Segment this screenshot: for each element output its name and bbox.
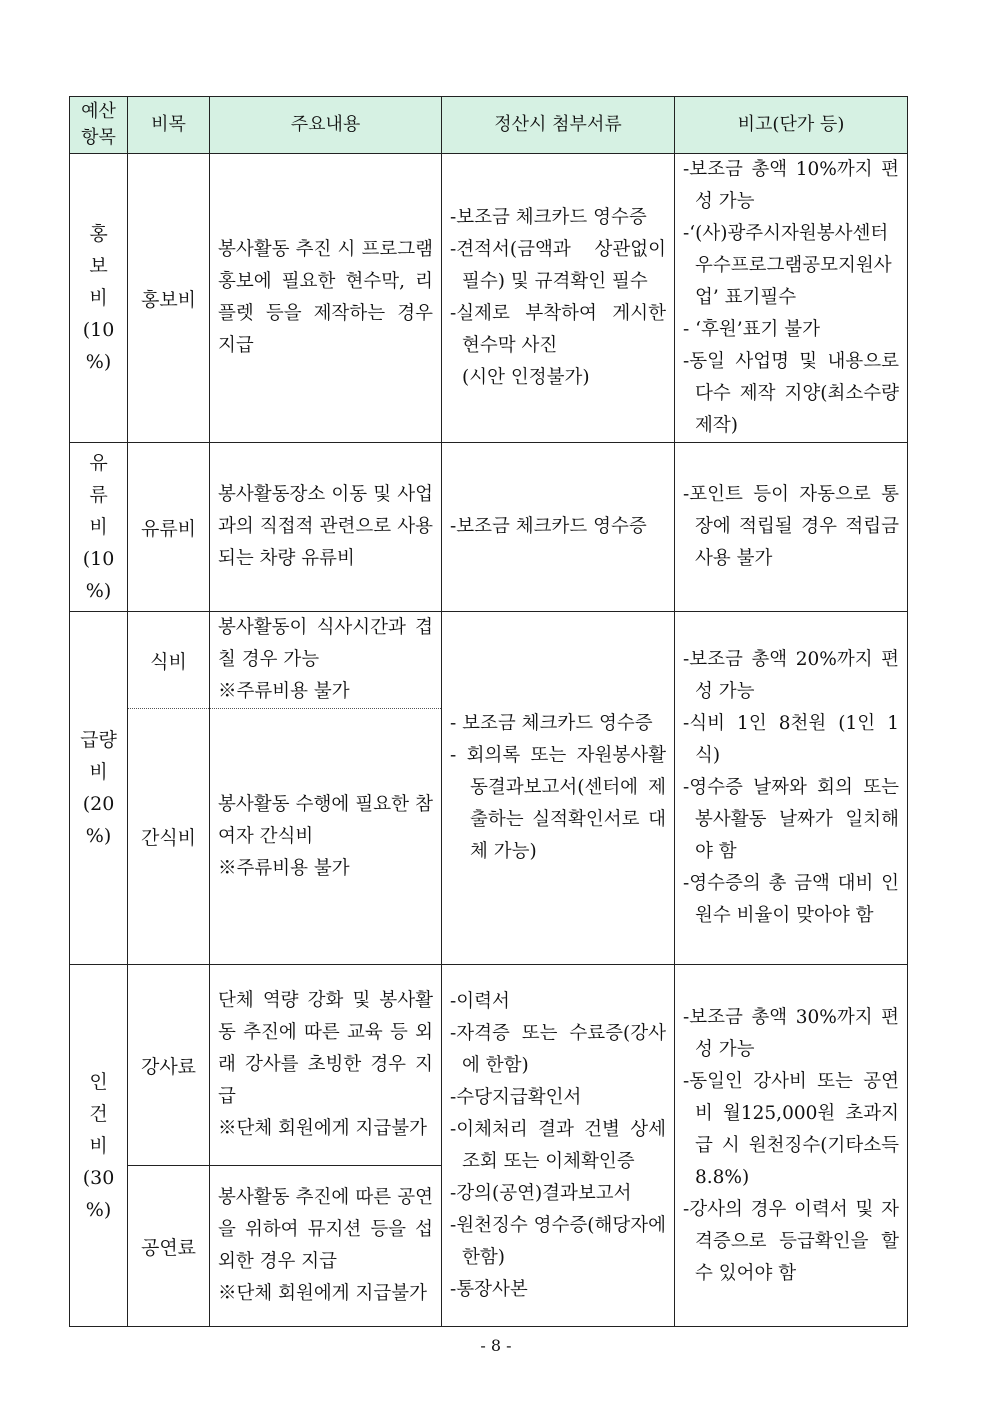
- note-item: -보조금 총액 30%까지 편성 가능: [683, 1006, 899, 1060]
- note-item: -영수증 날짜와 회의 또는 봉사활동 날짜가 일치해야 함: [683, 777, 899, 862]
- category-labor: [70, 965, 128, 1327]
- category-char: (30: [82, 1166, 115, 1189]
- row-labor-1: [70, 965, 908, 1166]
- header-item: 비목: [128, 97, 210, 154]
- content-text: 봉사활동이 식사시간과 겹칠 경우 가능: [218, 617, 433, 670]
- header-docs: 정산시 첨부서류: [442, 97, 675, 154]
- doc-item: -보조금 체크카드 영수증: [450, 516, 647, 537]
- content-fuel: 봉사활동장소 이동 및 사업과의 직접적 관련으로 사용되는 차량 유류비: [210, 443, 442, 612]
- doc-item: -강의(공연)결과보고서: [450, 1182, 632, 1204]
- note-item: -동일인 강사비 또는 공연비 월125,000원 초과지급 시 원천징수(기타소득 8.8%): [683, 1070, 899, 1188]
- notes-meal: [675, 612, 908, 965]
- category-char: (20: [82, 793, 115, 815]
- category-char: (10: [82, 319, 115, 341]
- category-char: %): [85, 580, 112, 602]
- category-char: %): [85, 351, 112, 373]
- note-item: -강사의 경우 이력서 및 자격증으로 등급확인을 할 수 있어야 함: [683, 1198, 899, 1284]
- notes-labor: [675, 965, 908, 1327]
- content-meal-snack: [210, 709, 442, 965]
- notes-fuel: [675, 443, 908, 612]
- item-meal-food: 식비: [128, 612, 210, 709]
- row-meal-1: [70, 612, 908, 709]
- content-note: ※주류비용 불가: [218, 857, 350, 879]
- docs-labor: [442, 965, 675, 1327]
- header-category: 예산 항목: [70, 97, 128, 154]
- doc-item: -이체처리 결과 건별 상세조회 또는 이체확인증: [450, 1118, 666, 1172]
- header-notes: 비고(단가 등): [675, 97, 908, 154]
- doc-item: -실제로 부착하여 게시한 현수막 사진: [450, 303, 666, 356]
- category-char: 인: [89, 1070, 108, 1093]
- doc-item: -수당지급확인서: [450, 1086, 582, 1108]
- category-char: 비: [89, 1134, 108, 1157]
- content-promo: 봉사활동 추진 시 프로그램 홍보에 필요한 현수막, 리플렛 등을 제작하는 경우 지급: [210, 154, 442, 443]
- category-fuel: [70, 443, 128, 612]
- doc-item: -통장사본: [450, 1278, 528, 1300]
- row-fuel: [70, 443, 908, 612]
- header-row: [70, 97, 908, 154]
- content-note: ※주류비용 불가: [218, 681, 350, 702]
- note-item: -‘(사)광주시자원봉사센터 우수프로그램공모지원사업’ 표기필수: [683, 223, 892, 308]
- content-meal-food: [210, 612, 442, 709]
- category-meal: [70, 612, 128, 965]
- budget-table: [69, 96, 908, 1327]
- category-char: 건: [89, 1102, 108, 1125]
- category-char: (10: [82, 548, 115, 570]
- docs-meal: [442, 612, 675, 965]
- doc-item: -견적서(금액과 상관없이 필수) 및 규격확인 필수: [450, 239, 666, 292]
- category-char: 보: [89, 255, 108, 277]
- note-item: -동일 사업명 및 내용으로 다수 제작 지양(최소수량 제작): [683, 351, 899, 436]
- content-text: 봉사활동 추진에 따른 공연을 위하여 뮤지션 등을 섭외한 경우 지급: [218, 1187, 433, 1272]
- content-labor-performer: [210, 1166, 442, 1327]
- docs-promo: [442, 154, 675, 443]
- category-char: %): [85, 825, 112, 847]
- content-note: ※단체 회원에게 지급불가: [218, 1118, 427, 1139]
- category-char: 급량: [80, 729, 117, 751]
- category-char: 비: [89, 516, 108, 538]
- item-fuel: 유류비: [128, 443, 210, 612]
- doc-item: (시안 인정불가): [462, 367, 590, 388]
- note-item: -포인트 등이 자동으로 통장에 적립될 경우 적립금 사용 불가: [683, 484, 899, 569]
- category-promo: [70, 154, 128, 443]
- row-promo: [70, 154, 908, 443]
- doc-item: -자격증 또는 수료증(강사에 한함): [450, 1022, 666, 1076]
- header-content: 주요내용: [210, 97, 442, 154]
- doc-item: -이력서: [450, 990, 510, 1012]
- note-item: -영수증의 총 금액 대비 인원수 비율이 맞아야 함: [683, 873, 899, 926]
- doc-item: -보조금 체크카드 영수증: [450, 207, 647, 228]
- item-labor-lecturer: 강사료: [128, 965, 210, 1166]
- category-char: 비: [89, 287, 108, 309]
- category-char: 비: [89, 761, 108, 783]
- note-item: -식비 1인 8천원 (1인 1식): [683, 713, 899, 766]
- category-char: 홍: [89, 223, 108, 245]
- note-item: -보조금 총액 10%까지 편성 가능: [683, 159, 899, 212]
- category-char: %): [85, 1198, 112, 1221]
- content-text: 봉사활동 수행에 필요한 참여자 간식비: [218, 793, 433, 847]
- content-labor-lecturer: [210, 965, 442, 1166]
- docs-fuel: [442, 443, 675, 612]
- notes-promo: [675, 154, 908, 443]
- doc-item: - 회의록 또는 자원봉사활동결과보고서(센터에 제출하는 실적확인서로 대체 가능): [450, 745, 666, 862]
- category-char: 류: [89, 484, 108, 506]
- doc-item: -원천징수 영수증(해당자에 한함): [450, 1214, 666, 1268]
- doc-item: - 보조금 체크카드 영수증: [450, 713, 653, 734]
- item-promo: 홍보비: [128, 154, 210, 443]
- content-text: 단체 역량 강화 및 봉사활동 추진에 따른 교육 등 외래 강사를 초빙한 경우 지급: [218, 990, 433, 1107]
- item-labor-performer: 공연료: [128, 1166, 210, 1327]
- note-item: - ‘후원’표기 불가: [683, 319, 820, 340]
- category-char: 유: [89, 452, 108, 474]
- item-meal-snack: 간식비: [128, 709, 210, 965]
- page-number: - 8 -: [480, 1336, 512, 1355]
- note-item: -보조금 총액 20%까지 편성 가능: [683, 649, 899, 702]
- content-note: ※단체 회원에게 지급불가: [218, 1283, 427, 1304]
